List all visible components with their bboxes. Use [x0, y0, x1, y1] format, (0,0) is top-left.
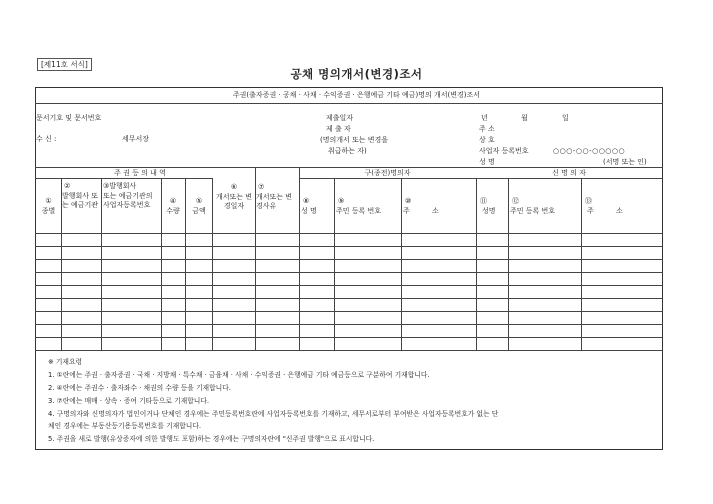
instruction-item: 3. ⑦란에는 매매 · 상속 · 증여 기타등으로 기재합니다.: [48, 397, 210, 405]
col-new-address-header: ⑬ 주 소: [585, 197, 623, 215]
col-amount-header: ⑤ 금액: [192, 197, 206, 215]
submitter-sub1: (명의개서 또는 변경을: [320, 136, 389, 144]
recipient-value: 세무서장: [122, 135, 150, 143]
submitter-sub2: 취급하는 자): [328, 147, 367, 155]
table-row: [35, 285, 663, 286]
table-row: [35, 233, 663, 234]
group-header-new-owner: 신 명 의 자: [552, 169, 586, 177]
col-issuer-header: ② 발행회사 또 는 예금기관: [62, 182, 99, 209]
col-qty-header: ④ 수량: [166, 197, 180, 215]
col-old-address-header: ⑩ 주 소: [403, 197, 439, 215]
seal-note: (서명 또는 인): [603, 158, 647, 166]
instruction-item: 1. ①란에는 주권 · 출자증권 · 국채 · 지방채 · 특수채 · 금융채 · 사채 · 수익증권 · 은행예금 기타 예금등으로 구분하여 기재합니다.: [48, 371, 430, 379]
table-row: [35, 337, 663, 338]
recipient-label: 수 신 :: [36, 135, 57, 143]
instruction-item: 5. 주권을 새로 발행(유상증자에 의한 발행도 포함)하는 경우에는 구명의자란에 "신주권 발행"으로 표시합니다.: [48, 435, 375, 443]
table-row: [35, 324, 663, 325]
col-change-reason-header: ⑦ 개서또는 변경사유: [256, 183, 293, 210]
date-day: 일: [562, 114, 569, 122]
form-subtitle: 주권(출자증권 · 공채 · 사채 · 수익증권 · 은행예금 기타 예금)명의 개서(변경)조서: [232, 91, 481, 99]
submitter-label: 제 출 자: [326, 125, 351, 133]
table-row: [35, 311, 663, 312]
date-month: 월: [521, 114, 528, 122]
form-number-label: [제11호 서식]: [37, 58, 92, 71]
date-year: 년: [481, 114, 488, 122]
divider: [35, 103, 663, 104]
table-row: [35, 272, 663, 273]
table-row: [35, 259, 663, 260]
name-label: 성 명: [479, 158, 495, 166]
biz-no-label: 사업자 등록번호: [479, 147, 529, 155]
group-divider-right: [300, 178, 663, 179]
col-old-name-header: ⑧ 성 명: [301, 197, 317, 215]
instruction-item: 4. 구명의자와 신명의자가 법인이거나 단체인 경우에는 주민등록번호란에 사업자등록번호를 기재하고, 세무서로부터 부여받은 사업자등록번호가 없는 단: [48, 410, 499, 418]
submit-date-label: 제출일자: [326, 114, 354, 122]
group-header-old-owner: 구(종전)명의자: [364, 169, 411, 177]
col-old-rrn-header: ⑨ 주민 등록 번호: [336, 197, 382, 215]
col-new-rrn-header: ⑫ 주민 등록 번호: [510, 197, 556, 215]
company-label: 상 호: [479, 136, 495, 144]
table-row: [35, 246, 663, 247]
table-top-line: [35, 167, 663, 168]
instructions-heading: ※ 기재요령: [48, 358, 83, 366]
doc-number-label: 문서기호 및 문서번호: [36, 114, 102, 122]
col-issuer-bizno-header: ③발행회사 또는 예금기관의 사업자등록번호: [103, 182, 153, 209]
group-header-holdings: 주 권 등 의 내 역: [114, 169, 166, 177]
instruction-item: 2. ④란에는 주권수 · 출자좌수 · 채권의 수량 등을 기재합니다.: [48, 384, 231, 392]
col-change-date-header: ⑥ 개서또는 변경일자: [215, 183, 253, 210]
col-new-name-header: ⑪ 성명: [480, 197, 496, 215]
table-row: [35, 298, 663, 299]
table-row: [35, 350, 663, 351]
col-kind-header: ① 종별: [41, 197, 56, 215]
biz-no-value: ○○○-○○-○○○○○: [553, 147, 626, 155]
page-title: 공채 명의개서(변경)조서: [290, 67, 423, 81]
instruction-item: 체인 경우에는 부동산등기용등록번호를 기재합니다.: [48, 422, 202, 430]
address-label: 주 소: [479, 125, 495, 133]
